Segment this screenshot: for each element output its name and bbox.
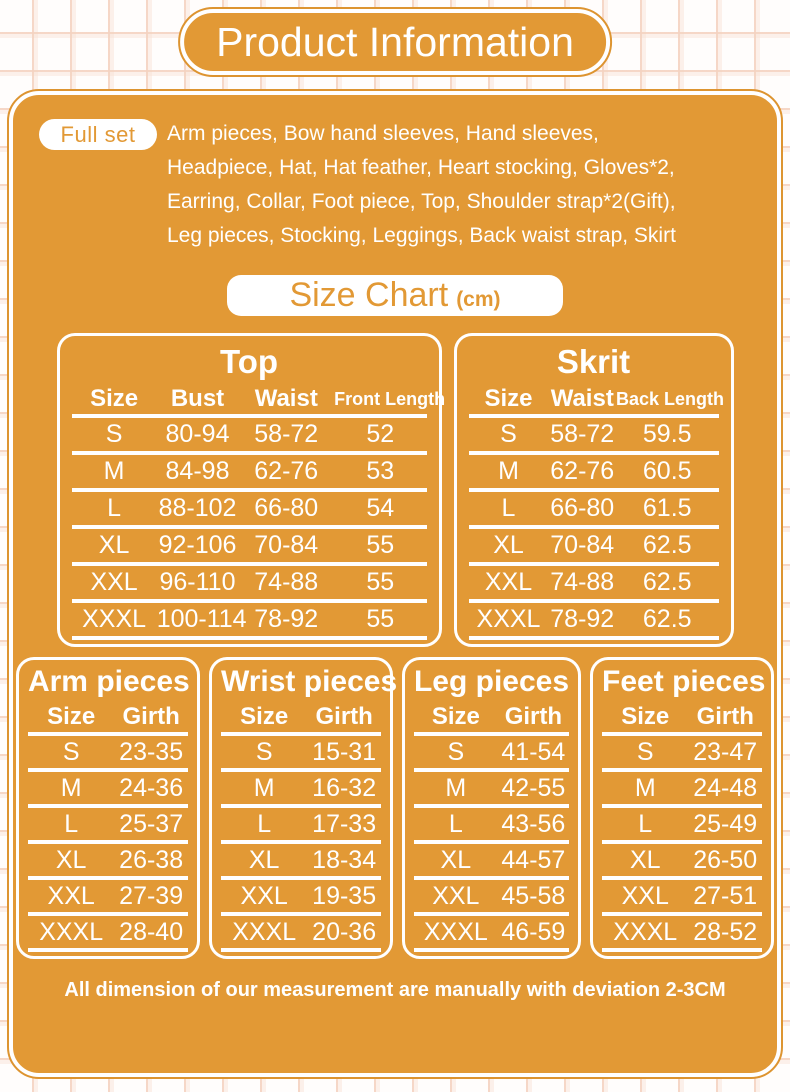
table-row <box>414 844 569 880</box>
wrist-pieces-table <box>209 657 398 959</box>
full-set-badge <box>39 119 157 150</box>
table-row <box>28 844 188 880</box>
page-title <box>180 9 610 75</box>
cell: 70-84 <box>550 531 615 559</box>
table-row <box>221 916 381 952</box>
table-row <box>221 880 381 916</box>
cell: XL <box>493 531 524 559</box>
cell: 44-57 <box>501 845 566 874</box>
col-header: Size <box>90 385 139 412</box>
product-info-panel <box>9 91 781 1077</box>
page-title-text: Product Information <box>216 18 574 65</box>
cell: 28-52 <box>693 917 758 946</box>
cell: 28-40 <box>119 917 184 946</box>
table-title: Skrit <box>556 343 631 380</box>
cell: S <box>105 420 123 448</box>
table-title: Feet pieces <box>602 665 766 698</box>
cell: 27-39 <box>119 881 184 910</box>
table-row <box>72 603 427 640</box>
cell: L <box>638 809 653 838</box>
cell: 55 <box>366 568 395 596</box>
table-row <box>221 844 381 880</box>
pieces-size-tables <box>27 657 766 959</box>
cell: XXXL <box>476 605 541 633</box>
cell: 26-38 <box>119 845 184 874</box>
table-row <box>414 772 569 808</box>
cell: 24-48 <box>693 773 758 802</box>
cell: L <box>64 809 79 838</box>
table-row <box>469 566 719 603</box>
cell: 20-36 <box>312 917 377 946</box>
table-header-row <box>602 702 762 736</box>
cell: M <box>253 773 275 802</box>
top-size-table <box>57 333 446 647</box>
table-title: Leg pieces <box>413 665 570 698</box>
cell: XXL <box>90 568 138 596</box>
cell: 19-35 <box>312 881 377 910</box>
cell: XXXL <box>82 605 147 633</box>
full-set-line: Arm pieces, Bow hand sleeves, Hand sleeves, <box>167 122 599 145</box>
col-header: Size <box>621 703 670 730</box>
main-size-tables <box>27 333 763 647</box>
table-row <box>28 736 188 772</box>
cell: 62.5 <box>642 531 692 559</box>
cell: 88-102 <box>158 494 237 522</box>
cell: 80-94 <box>165 420 230 448</box>
cell: 41-54 <box>501 737 566 766</box>
table-row <box>72 566 427 603</box>
full-set-line: Headpiece, Hat, Hat feather, Heart stocking, Gloves*2, <box>167 156 675 179</box>
cell: 74-88 <box>254 568 319 596</box>
cell: 58-72 <box>550 420 615 448</box>
cell: S <box>500 420 517 448</box>
cell: 96-110 <box>159 568 236 596</box>
cell: 23-35 <box>119 737 184 766</box>
cell: M <box>498 457 519 485</box>
table-row <box>414 736 569 772</box>
cell: 62.5 <box>642 568 692 596</box>
cell: 60.5 <box>642 457 692 485</box>
cell: 55 <box>366 605 395 633</box>
cell: XL <box>248 845 280 874</box>
cell: 100-114 <box>156 605 247 633</box>
cell: 59.5 <box>642 420 692 448</box>
cell: 43-56 <box>501 809 566 838</box>
cell: L <box>448 809 463 838</box>
col-header: Size <box>484 385 533 412</box>
cell: XXXL <box>613 917 678 946</box>
cell: 62-76 <box>254 457 319 485</box>
table-row <box>602 880 762 916</box>
cell: XXL <box>432 881 480 910</box>
cell: 17-33 <box>312 809 377 838</box>
table-row <box>469 529 719 566</box>
cell: 62.5 <box>642 605 692 633</box>
table-row <box>602 736 762 772</box>
cell: 18-34 <box>312 845 377 874</box>
cell: 46-59 <box>501 917 566 946</box>
cell: 66-80 <box>254 494 319 522</box>
cell: XL <box>98 531 130 559</box>
cell: 15-31 <box>312 737 377 766</box>
cell: XXL <box>47 881 95 910</box>
table-row <box>469 455 719 492</box>
cell: L <box>257 809 272 838</box>
cell: XL <box>440 845 472 874</box>
table-row <box>28 808 188 844</box>
cell: 23-47 <box>693 737 758 766</box>
cell: 58-72 <box>254 420 319 448</box>
size-chart-unit: (cm) <box>456 288 501 311</box>
cell: S <box>636 737 654 766</box>
table-row <box>72 529 427 566</box>
cell: M <box>60 773 82 802</box>
table-row <box>602 844 762 880</box>
cell: L <box>501 494 516 522</box>
size-chart-heading <box>227 275 563 316</box>
table-title: Top <box>219 343 279 380</box>
cell: M <box>634 773 656 802</box>
table-header-row <box>221 702 381 736</box>
table-row <box>602 916 762 952</box>
table-header-row <box>469 384 725 418</box>
cell: 27-51 <box>693 881 758 910</box>
cell: 16-32 <box>312 773 377 802</box>
table-title: Wrist pieces <box>220 665 398 698</box>
cell: 55 <box>366 531 395 559</box>
full-set-badge-label: Full set <box>60 121 136 147</box>
cell: XXL <box>621 881 669 910</box>
table-row <box>414 916 569 952</box>
full-set-list <box>167 117 676 253</box>
arm-pieces-table <box>16 657 200 959</box>
table-row <box>28 916 188 952</box>
cell: S <box>447 737 465 766</box>
table-row <box>602 772 762 808</box>
cell: 54 <box>366 494 395 522</box>
cell: 78-92 <box>254 605 319 633</box>
col-header: Size <box>431 703 480 730</box>
col-header: Waist <box>254 385 318 412</box>
cell: 78-92 <box>550 605 615 633</box>
cell: 52 <box>366 420 395 448</box>
col-header: Front Length <box>334 388 446 409</box>
table-row <box>469 492 719 529</box>
table-row <box>221 736 381 772</box>
table-header-row <box>72 384 446 418</box>
table-row <box>221 808 381 844</box>
cell: M <box>445 773 467 802</box>
col-header: Size <box>47 703 96 730</box>
col-header: Girth <box>315 703 373 730</box>
cell: XXXL <box>232 917 297 946</box>
table-row <box>414 880 569 916</box>
cell: 53 <box>366 457 395 485</box>
cell: 45-58 <box>501 881 566 910</box>
col-header: Girth <box>696 703 754 730</box>
cell: 24-36 <box>119 773 184 802</box>
cell: 74-88 <box>550 568 615 596</box>
col-header: Girth <box>122 703 180 730</box>
cell: S <box>62 737 80 766</box>
col-header: Back Length <box>616 388 725 409</box>
full-set-line: Leg pieces, Stocking, Leggings, Back waist strap, Skirt <box>167 224 676 247</box>
cell: 26-50 <box>693 845 758 874</box>
col-header: Bust <box>170 385 225 412</box>
cell: 66-80 <box>550 494 615 522</box>
table-row <box>28 880 188 916</box>
cell: XXXL <box>39 917 104 946</box>
cell: XXL <box>484 568 533 596</box>
full-set-line: Earring, Collar, Foot piece, Top, Shoulder strap*2(Gift), <box>167 190 676 213</box>
table-row <box>221 772 381 808</box>
table-row <box>72 492 427 529</box>
feet-pieces-table <box>590 657 774 959</box>
col-header: Waist <box>550 385 614 412</box>
table-row <box>469 603 719 640</box>
table-row <box>414 808 569 844</box>
size-chart-title: Size Chart <box>289 276 449 314</box>
cell: XXXL <box>423 917 488 946</box>
cell: 25-49 <box>693 809 758 838</box>
table-row <box>28 772 188 808</box>
cell: XL <box>55 845 87 874</box>
cell: S <box>255 737 273 766</box>
col-header: Size <box>240 703 289 730</box>
table-row <box>72 455 427 492</box>
cell: XL <box>629 845 661 874</box>
cell: 25-37 <box>119 809 184 838</box>
cell: M <box>103 457 125 485</box>
table-header-row <box>414 702 569 736</box>
cell: 61.5 <box>642 494 692 522</box>
cell: L <box>107 494 122 522</box>
table-header-row <box>28 702 188 736</box>
cell: 42-55 <box>501 773 566 802</box>
cell: 84-98 <box>165 457 230 485</box>
cell: 62-76 <box>550 457 615 485</box>
table-row <box>602 808 762 844</box>
skirt-size-table <box>454 333 734 647</box>
leg-pieces-table <box>402 657 581 959</box>
table-row <box>469 418 719 455</box>
table-row <box>72 418 427 455</box>
cell: XXL <box>240 881 288 910</box>
col-header: Girth <box>504 703 563 730</box>
full-set-section <box>39 117 759 253</box>
cell: 70-84 <box>254 531 319 559</box>
cell: 92-106 <box>158 531 237 559</box>
measurement-note: All dimension of our measurement are manually with deviation 2-3CM <box>64 979 726 1001</box>
table-title: Arm pieces <box>27 665 190 698</box>
